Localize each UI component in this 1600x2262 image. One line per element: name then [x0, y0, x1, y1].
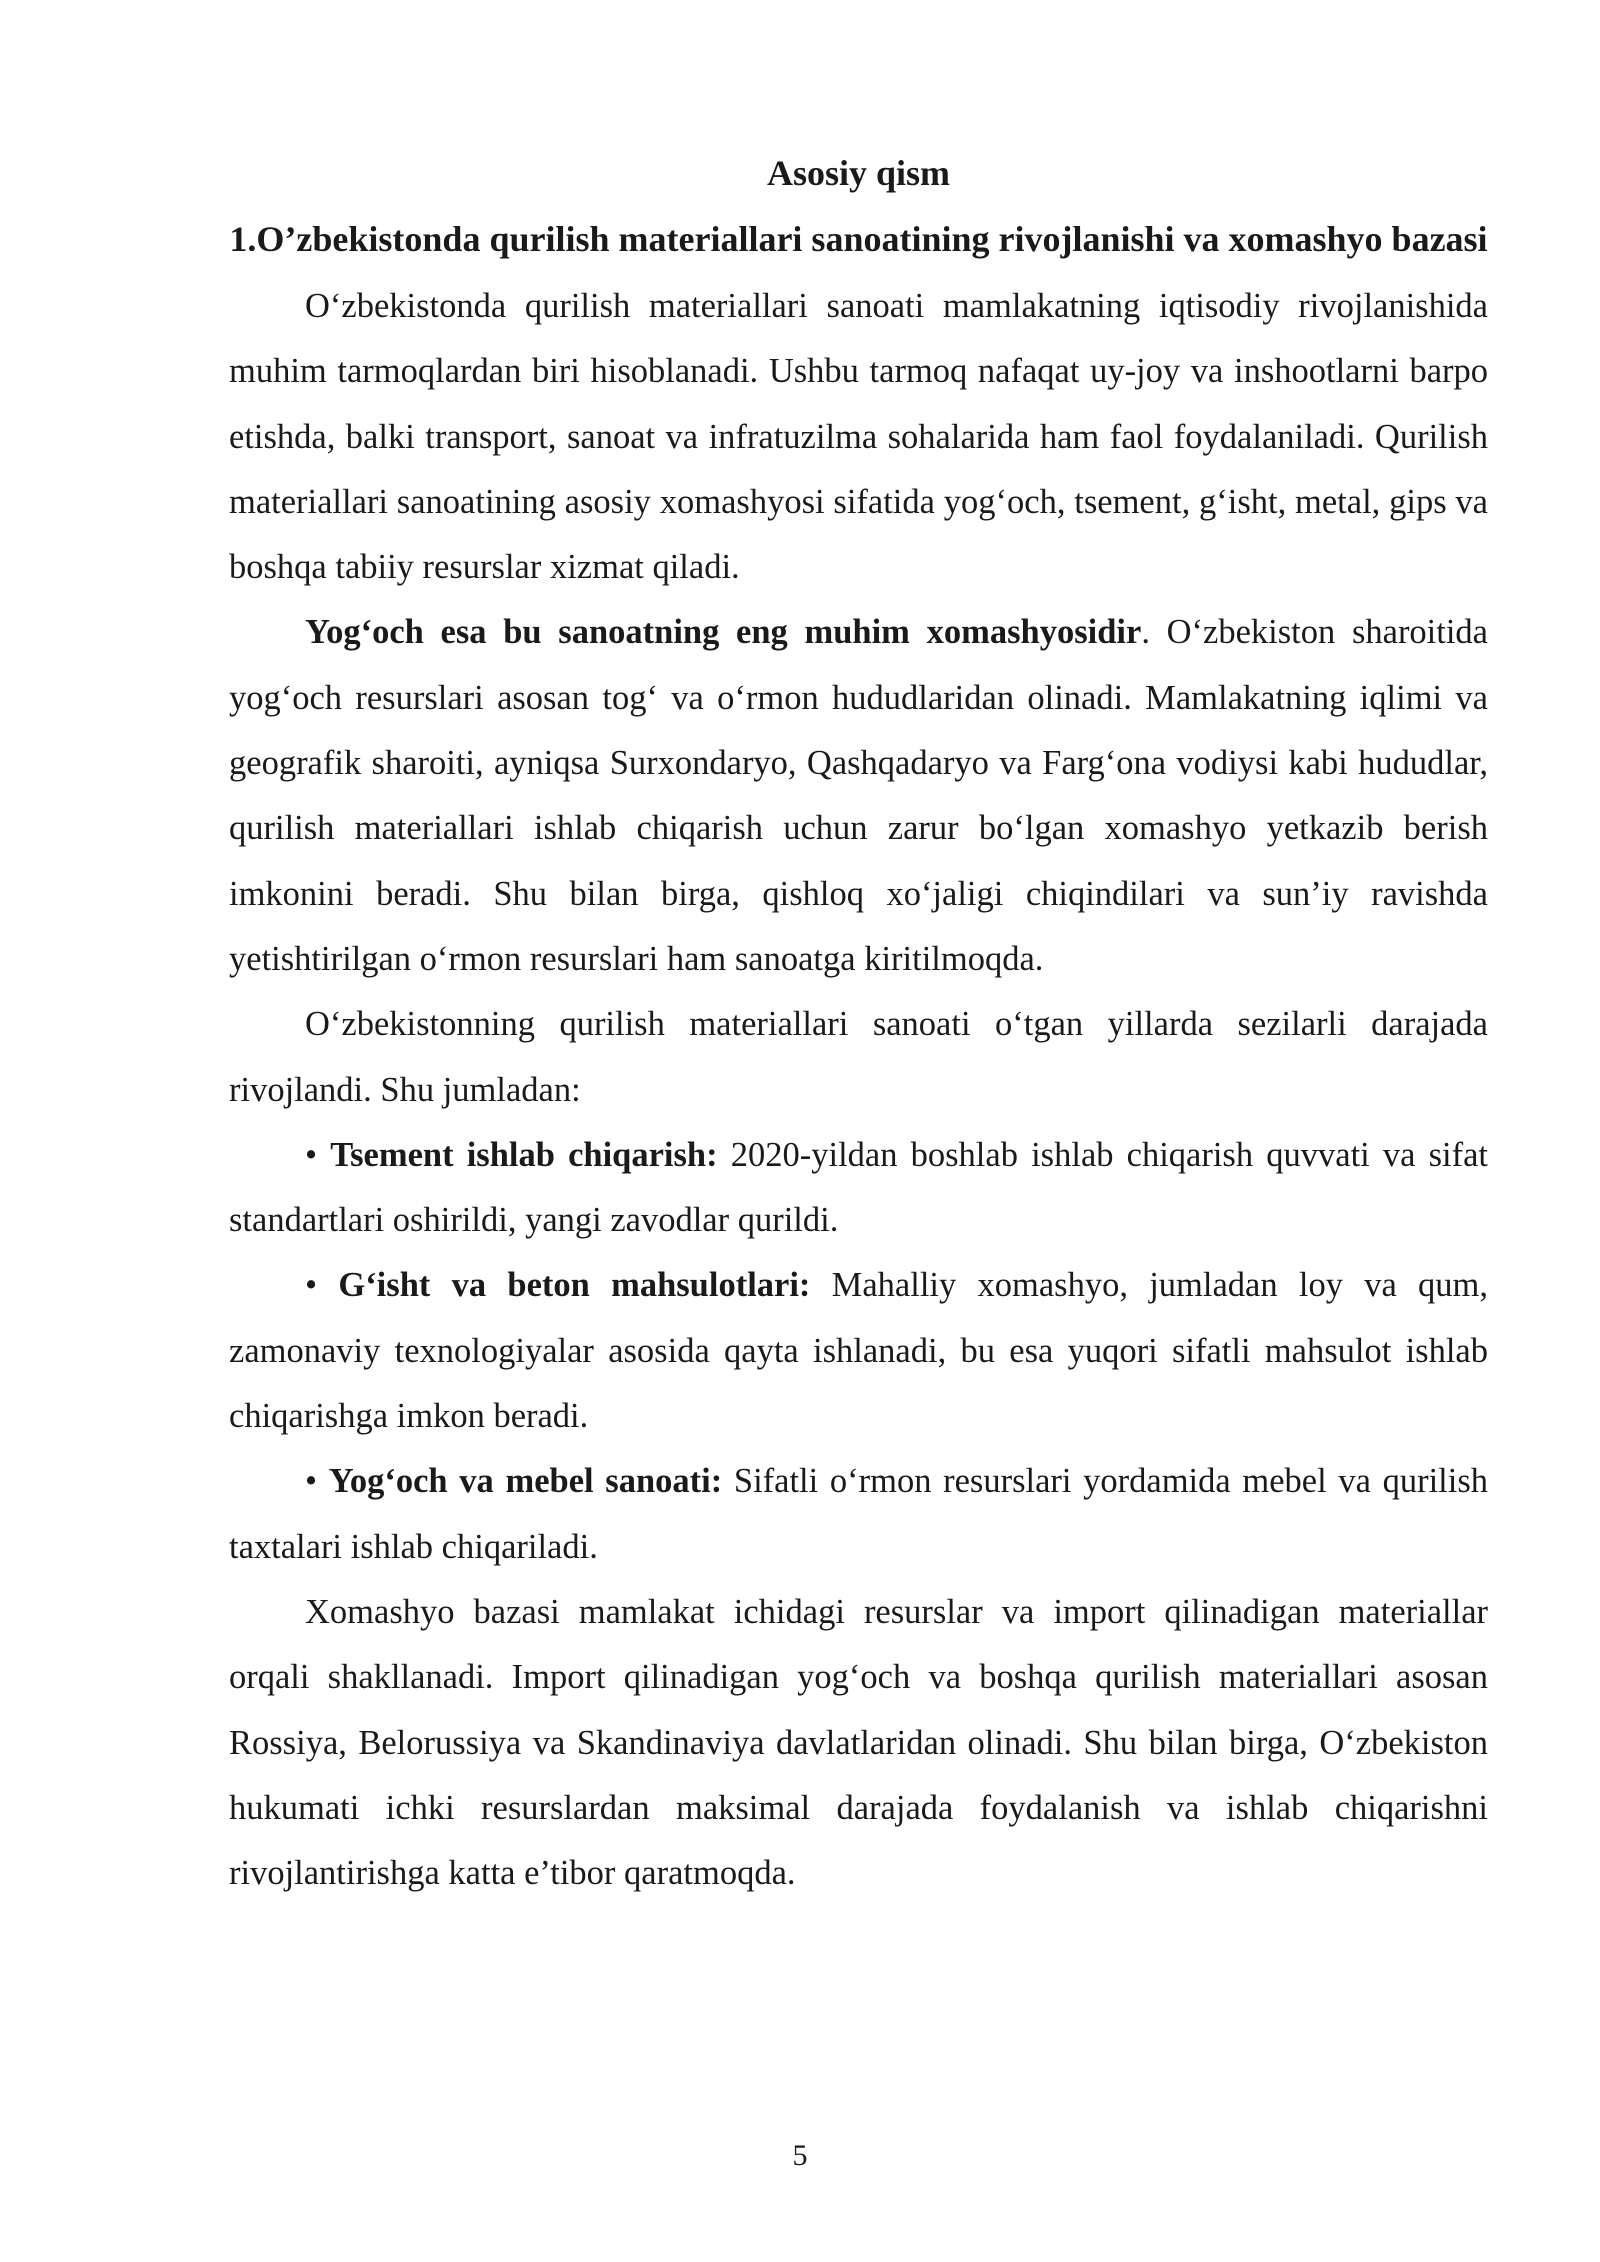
bullet-icon: •	[305, 1135, 318, 1174]
chapter-title: 1.O’zbekistonda qurilish materiallari sanoatining rivojlanishi va xomashyo bazasi	[229, 219, 1488, 259]
paragraph-development	[229, 992, 1488, 1123]
bullet-text: Mahalliy xomashyo, jumladan loy va qum, zamonaviy texnologiyalar asosida qayta ishlanadi, bu esa yuqori sifatli mahsulot ishlab chiqarishga imkon beradi.	[229, 1266, 1488, 1436]
bullet-item-brick	[229, 1253, 1488, 1449]
bullet-item-wood	[229, 1449, 1488, 1580]
section-heading: Asosiy qism	[766, 153, 951, 193]
bullet-icon: •	[305, 1266, 318, 1305]
paragraph-text: O‘zbekistonning qurilish materiallari sanoati o‘tgan yillarda sezilarli darajada rivojlandi. Shu jumladan:	[229, 1005, 1488, 1109]
paragraph-text: Xomashyo bazasi mamlakat ichidagi resurslar va import qilinadigan materiallar orqali shakllanadi. Import qilinadigan yog‘och va boshqa qurilish materiallari asosan Rossiya, Belorussiya va Skandinaviya davlatlaridan olinadi. Shu bilan birga, O‘zbekiston hukumati ichki resurslardan maksimal darajada foydalanish va ishlab chiqarishni rivojlantirishga katta e’tibor qaratmoqda.	[229, 1592, 1488, 1893]
paragraph-raw-material-base	[229, 1580, 1488, 1906]
bullet-label: Tsement ishlab chiqarish:	[330, 1135, 718, 1174]
bullet-icon: •	[305, 1462, 318, 1501]
paragraph-text: . O‘zbekiston sharoitida yog‘och resurslari asosan tog‘ va o‘rmon hududlaridan olinadi. Mamlakatning iqlimi va geografik sharoiti, ayniqsa Surxondaryo, Qashqadaryo va Farg‘ona vodiysi kabi hududlar, qurilish materiallari ishlab chiqarish uchun zarur bo‘lgan xomashyo yetkazib berish imkonini beradi. Shu bilan birga, qishloq xo‘jaligi chiqindilari va sun’iy ravishda yetishtirilgan o‘rmon resurslari ham sanoatga kiritilmoqda.	[229, 613, 1488, 978]
paragraph-text: O‘zbekistonda qurilish materiallari sanoati mamlakatning iqtisodiy rivojlanishida muhim tarmoqlardan biri hisoblanadi. Ushbu tarmoq nafaqat uy-joy va inshootlarni barpo etishda, balki transport, sanoat va infratuzilma sohalarida ham faol foydalaniladi. Qurilish materiallari sanoatining asosiy xomashyosi sifatida yog‘och, tsement, g‘isht, metal, gips va boshqa tabiiy resurslar xizmat qiladi.	[229, 287, 1488, 587]
bullet-text: 2020-yildan boshlab ishlab chiqarish quvvati va sifat standartlari oshirildi, yangi zavodlar qurildi.	[229, 1135, 1488, 1240]
bullet-label: Yog‘och va mebel sanoati:	[328, 1462, 723, 1501]
bullet-item-cement	[229, 1123, 1488, 1254]
bullet-text: Sifatli o‘rmon resurslari yordamida mebel va qurilish taxtalari ishlab chiqariladi.	[229, 1462, 1488, 1566]
page-number: 5	[792, 2139, 808, 2172]
page-content	[229, 150, 1488, 1906]
paragraph-wood	[229, 600, 1488, 992]
paragraph-bold-lead: Yog‘och esa bu sanoatning eng muhim xomashyosidir	[305, 613, 1142, 652]
paragraph-intro	[229, 274, 1488, 600]
bullet-label: G‘isht va beton mahsulotlari:	[338, 1266, 811, 1305]
